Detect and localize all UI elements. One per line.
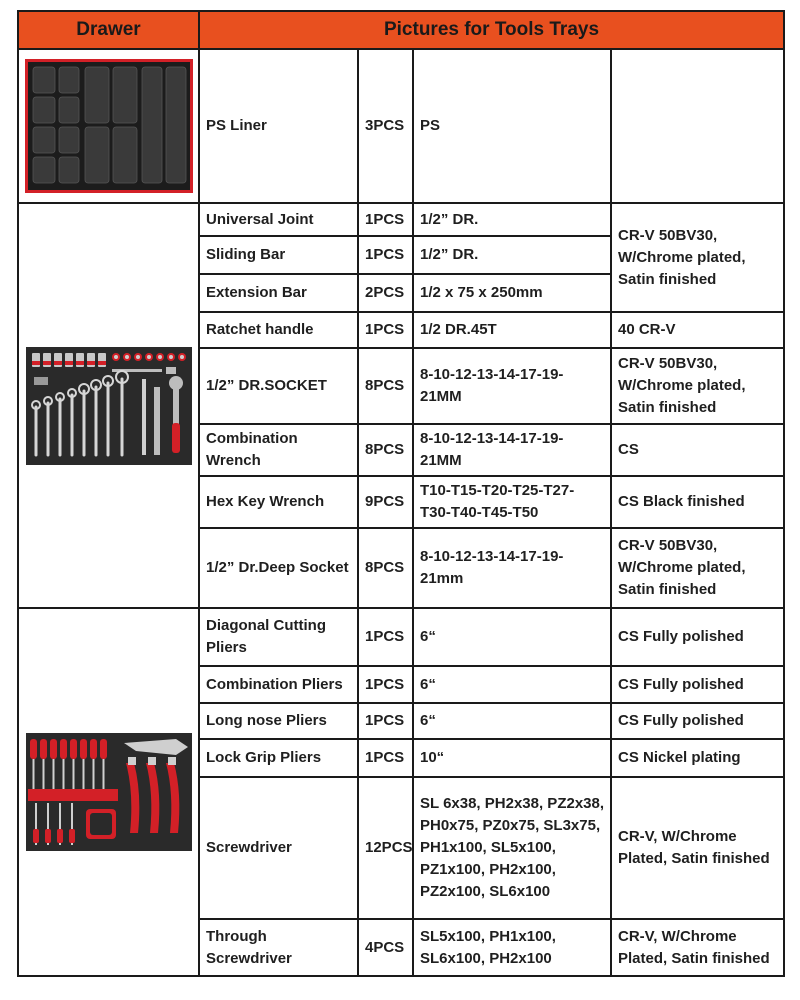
tool-size: 1/2” DR. [413,236,611,274]
header-pictures: Pictures for Tools Trays [199,11,784,49]
tool-material: CR-V, W/Chrome Plated, Satin finished [611,777,784,919]
tool-size: SL5x100, PH1x100, SL6x100, PH2x100 [413,919,611,976]
tool-qty: 2PCS [358,274,413,312]
tool-name: Lock Grip Pliers [199,739,358,777]
drawer-image-cell [18,49,199,203]
tool-size: 1/2 x 75 x 250mm [413,274,611,312]
tool-name: Universal Joint [199,203,358,236]
pliers-screwdriver-tray-image [26,733,192,851]
tool-material: CS Nickel plating [611,739,784,777]
tool-material: CS Fully polished [611,608,784,666]
tool-size: SL 6x38, PH2x38, PZ2x38, PH0x75, PZ0x75, SL3x75, PH1x100, SL5x100, PZ1x100, PH2x100, PZ2x100, SL6x100 [413,777,611,919]
tool-name: Diagonal Cutting Pliers [199,608,358,666]
header-drawer: Drawer [18,11,199,49]
tool-name: Combination Pliers [199,666,358,703]
tool-size: 8-10-12-13-14-17-19-21mm [413,528,611,608]
socket-wrench-tray-image [26,347,192,465]
tool-qty: 4PCS [358,919,413,976]
tool-name: 1/2” Dr.Deep Socket [199,528,358,608]
tool-name: 1/2” DR.SOCKET [199,348,358,424]
tool-name: Hex Key Wrench [199,476,358,528]
tool-qty: 9PCS [358,476,413,528]
tool-size: 1/2 DR.45T [413,312,611,348]
tool-size: 6“ [413,666,611,703]
tool-qty: 1PCS [358,608,413,666]
table-header-row [18,11,784,49]
tool-name: Through Screwdriver [199,919,358,976]
tool-size: 10“ [413,739,611,777]
drawer-image-cell [18,203,199,608]
tool-name: Screwdriver [199,777,358,919]
tool-qty: 12PCS [358,777,413,919]
tools-tray-spec-table [17,10,785,977]
table-row [18,49,784,203]
tool-material [611,49,784,203]
tool-size: 8-10-12-13-14-17-19-21MM [413,348,611,424]
tool-material: CR-V 50BV30, W/Chrome plated, Satin finished [611,348,784,424]
tool-material: CS Fully polished [611,666,784,703]
tool-name: Ratchet handle [199,312,358,348]
tool-qty: 8PCS [358,348,413,424]
tool-size: T10-T15-T20-T25-T27-T30-T40-T45-T50 [413,476,611,528]
table-row [18,203,784,236]
tool-qty: 3PCS [358,49,413,203]
tool-material: CR-V 50BV30, W/Chrome plated, Satin finished [611,528,784,608]
drawer-image-cell [18,608,199,976]
tool-qty: 8PCS [358,528,413,608]
tool-size: 8-10-12-13-14-17-19-21MM [413,424,611,476]
tool-name: Combination Wrench [199,424,358,476]
tool-material: CR-V, W/Chrome Plated, Satin finished [611,919,784,976]
tool-qty: 8PCS [358,424,413,476]
tool-qty: 1PCS [358,703,413,739]
tool-size: 6“ [413,703,611,739]
tool-qty: 1PCS [358,312,413,348]
tool-material: CS Fully polished [611,703,784,739]
tool-size: 6“ [413,608,611,666]
tool-name: PS Liner [199,49,358,203]
tool-name: Extension Bar [199,274,358,312]
tool-material: CS [611,424,784,476]
ps-liner-tray-image [25,59,193,193]
tool-qty: 1PCS [358,236,413,274]
tool-name: Long nose Pliers [199,703,358,739]
tool-name: Sliding Bar [199,236,358,274]
tool-material: CR-V 50BV30, W/Chrome plated, Satin finished [611,203,784,312]
tool-material: CS Black finished [611,476,784,528]
tool-qty: 1PCS [358,203,413,236]
tool-qty: 1PCS [358,666,413,703]
table-row [18,608,784,666]
tool-material: 40 CR-V [611,312,784,348]
tool-size: PS [413,49,611,203]
tool-size: 1/2” DR. [413,203,611,236]
tool-qty: 1PCS [358,739,413,777]
